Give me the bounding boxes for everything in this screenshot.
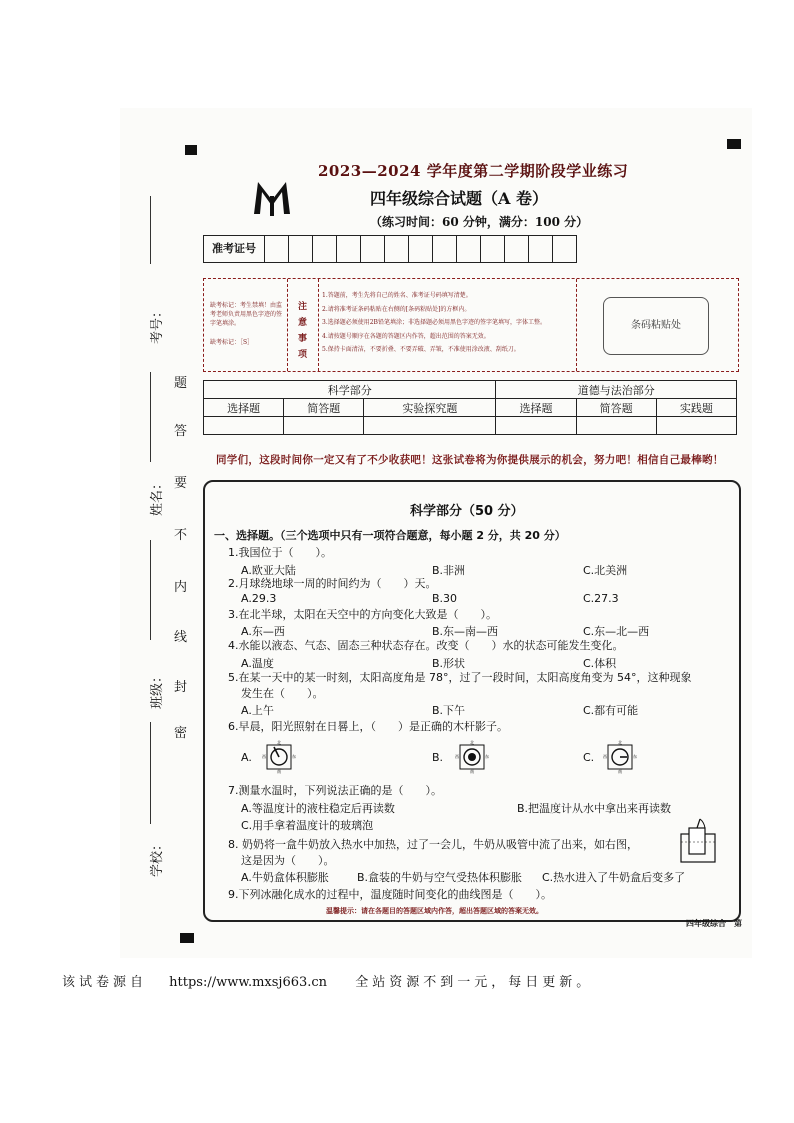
notice-char: 事 [298,334,308,344]
option[interactable]: C.体积 [583,657,617,670]
id-cell[interactable] [385,236,409,262]
absence-mark-box: 缺考标记：［S］ [210,339,254,346]
svg-text:北: 北 [618,740,622,745]
seal-char: 答 [174,424,188,439]
option[interactable]: C.27.3 [583,592,619,605]
sundial-a-icon [262,740,296,774]
section-title: 科学部分（50 分） [410,504,524,519]
question-stem: 8. 奶奶将一盒牛奶放入热水中加热，过了一会儿，牛奶从吸管中流了出来，如右图， [228,838,638,851]
absence-mark-area [204,279,288,371]
seal-char: 内 [174,580,188,595]
sundial-b-icon [455,740,489,774]
barcode-sticker-box[interactable]: 条码粘贴处 [603,297,709,355]
id-cell[interactable] [337,236,361,262]
option[interactable]: A. [241,751,252,764]
option[interactable]: A.等温度计的液柱稳定后再读数 [241,802,395,815]
source-footer [62,971,593,990]
option[interactable]: C.用手拿着温度计的玻璃泡 [241,819,374,832]
registration-mark-bl [180,933,194,943]
answer-area-warning: 温馨提示：请在各题目的答题区域内作答，超出答题区域的答案无效。 [326,906,543,915]
footer-left: 该试卷源自 [62,975,148,990]
score-col: 简答题 [284,399,364,417]
svg-text:南: 南 [618,769,622,774]
svg-text:北: 北 [470,740,474,745]
option[interactable]: C.东—北—西 [583,625,650,638]
class-line [150,540,151,640]
exam-no-line [150,196,151,264]
id-cell[interactable] [433,236,457,262]
notice-rule: 2.请将准考证条码粘贴在右侧的[条码粘贴处]的方框内。 [322,305,471,313]
notice-rule: 3.选择题必须使用2B铅笔填涂；非选择题必须用黑色字迹的签字笔填写，字体工整。 [322,319,546,326]
svg-text:东: 东 [633,754,637,759]
id-cell[interactable] [505,236,529,262]
admission-number-label: 准考证号 [204,236,265,262]
name-line [150,372,151,462]
score-col: 简答题 [576,399,656,417]
seal-char: 不 [174,528,188,543]
seal-char: 封 [174,680,188,695]
id-cell[interactable] [313,236,337,262]
option[interactable]: C.都有可能 [583,704,639,717]
admission-number-row [203,235,577,263]
section-heading: 一、选择题。（三个选项中只有一项符合题意，每小题 2 分，共 20 分） [214,529,566,542]
score-group-morality: 道德与法治部分 [496,381,737,399]
seal-char: 密 [174,726,188,741]
id-cell[interactable] [409,236,433,262]
notice-rules [322,289,572,357]
seal-char: 要 [174,476,188,491]
exam-no-label: 考号： [150,304,166,345]
milk-box-in-hot-water-icon [678,818,718,864]
option[interactable]: A.牛奶盒体积膨胀 [241,871,329,884]
question-stem-cont: 这是因为（ ）。 [241,854,335,867]
footer-right: 全站资源不到一元，每日更新。 [355,975,594,990]
exam-title: 2023—2024 学年度第二学期阶段学业练习 [318,162,629,180]
question-stem: 6.早晨，阳光照射在日晷上，（ ）是正确的木杆影子。 [228,720,508,733]
option[interactable]: B. [432,751,444,764]
svg-text:南: 南 [277,769,281,774]
score-cell[interactable] [364,417,496,435]
option[interactable]: B.形状 [432,657,466,670]
score-cell[interactable] [496,417,576,435]
score-col: 实验探究题 [364,399,496,417]
question-stem: 5.在某一天中的某一时刻，太阳高度角是 78°，过了一段时间，太阳高度角变为 54°，这种现象 [228,671,692,684]
option[interactable]: B.东—南—西 [432,625,499,638]
seal-char: 线 [174,630,188,645]
notice-rule: 1.答题前，考生先将自己的姓名、准考证号码填写清楚。 [322,292,472,299]
question-stem: 7.测量水温时，下列说法正确的是（ ）。 [228,784,442,797]
option[interactable]: C.北美洲 [583,564,628,577]
footer-url-link[interactable]: https://www.mxsj663.cn [169,975,328,990]
question-stem: 9.下列冰融化成水的过程中，温度随时间变化的曲线图是（ ）。 [228,888,552,901]
class-label: 班级： [150,669,166,710]
notice-char: 注 [298,302,308,312]
svg-text:南: 南 [470,769,474,774]
score-cell[interactable] [284,417,364,435]
registration-mark-tl [185,145,197,155]
question-stem: 3.在北半球，太阳在天空中的方向变化大致是（ ）。 [228,608,497,621]
score-col: 选择题 [204,399,284,417]
score-cell[interactable] [656,417,736,435]
registration-mark-tr [727,139,741,149]
notice-rule: 5.保持卡面清洁，不要折叠、不要弄破、弄皱，不准使用涂改液、刮纸刀。 [322,346,520,353]
option[interactable]: A.29.3 [241,592,277,605]
option[interactable]: C.热水进入了牛奶盒后变多了 [542,871,686,884]
school-label: 学校： [150,837,166,878]
notice-char: 意 [298,318,308,328]
score-col: 选择题 [496,399,576,417]
question-stem: 1.我国位于（ ）。 [228,546,332,559]
option[interactable]: B.把温度计从水中拿出来再读数 [517,802,672,815]
school-line [150,722,151,824]
option[interactable]: B.非洲 [432,564,466,577]
option[interactable]: A.温度 [241,657,274,670]
score-cell[interactable] [204,417,284,435]
page-footer-label: 四年级综合 第 [686,919,742,928]
name-label: 姓名： [150,476,166,517]
id-cell[interactable] [529,236,553,262]
score-group-science: 科学部分 [204,381,496,399]
option[interactable]: B.盒装的牛奶与空气受热体积膨胀 [357,871,523,884]
svg-text:西: 西 [262,754,266,759]
option[interactable]: C. [583,751,595,764]
option[interactable]: A.上午 [241,704,274,717]
question-stem: 4.水能以液态、气态、固态三种状态存在。改变（ ）水的状态可能发生变化。 [228,639,624,652]
notice-rule: 4.请按题号顺序在各题的答题区内作答，超出范围的答案无效。 [322,332,490,340]
question-stem-cont: 发生在（ ）。 [241,687,324,700]
svg-text:西: 西 [603,754,607,759]
notice-box [203,278,739,372]
id-cell[interactable] [265,236,289,262]
barcode-area [576,279,739,371]
absence-mark-text: 缺考标记：考生禁填！由监考老师负责用黑色字迹的签字笔填涂。 [210,302,283,327]
id-cell[interactable] [481,236,505,262]
sundial-c-icon [603,740,637,774]
score-col: 实践题 [656,399,736,417]
id-cell[interactable] [289,236,313,262]
svg-text:西: 西 [455,754,459,759]
option[interactable]: A.东—西 [241,625,285,638]
question-stem: 2.月球绕地球一周的时间约为（ ）天。 [228,577,437,590]
score-cell[interactable] [576,417,656,435]
svg-text:北: 北 [277,740,281,745]
option[interactable]: B.30 [432,592,458,605]
seal-char: 题 [174,376,188,391]
id-cell[interactable] [361,236,385,262]
notice-char: 项 [298,350,308,360]
school-logo-icon [250,178,294,218]
notice-heading [288,279,319,371]
option[interactable]: A.欧亚大陆 [241,564,296,577]
id-cell[interactable] [553,236,576,262]
id-cell[interactable] [457,236,481,262]
score-table [203,380,737,435]
intro-text: 同学们，这段时间你一定又有了不少收获吧！这张试卷将为你提供展示的机会，努力吧！相信自己最棒哟！ [216,454,724,466]
option[interactable]: B.下午 [432,704,466,717]
exam-subtitle: 四年级综合试题（A 卷） [370,189,548,208]
svg-text:东: 东 [292,754,296,759]
svg-text:东: 东 [485,754,489,759]
exam-time-info: （练习时间：60 分钟，满分：100 分） [370,215,589,229]
